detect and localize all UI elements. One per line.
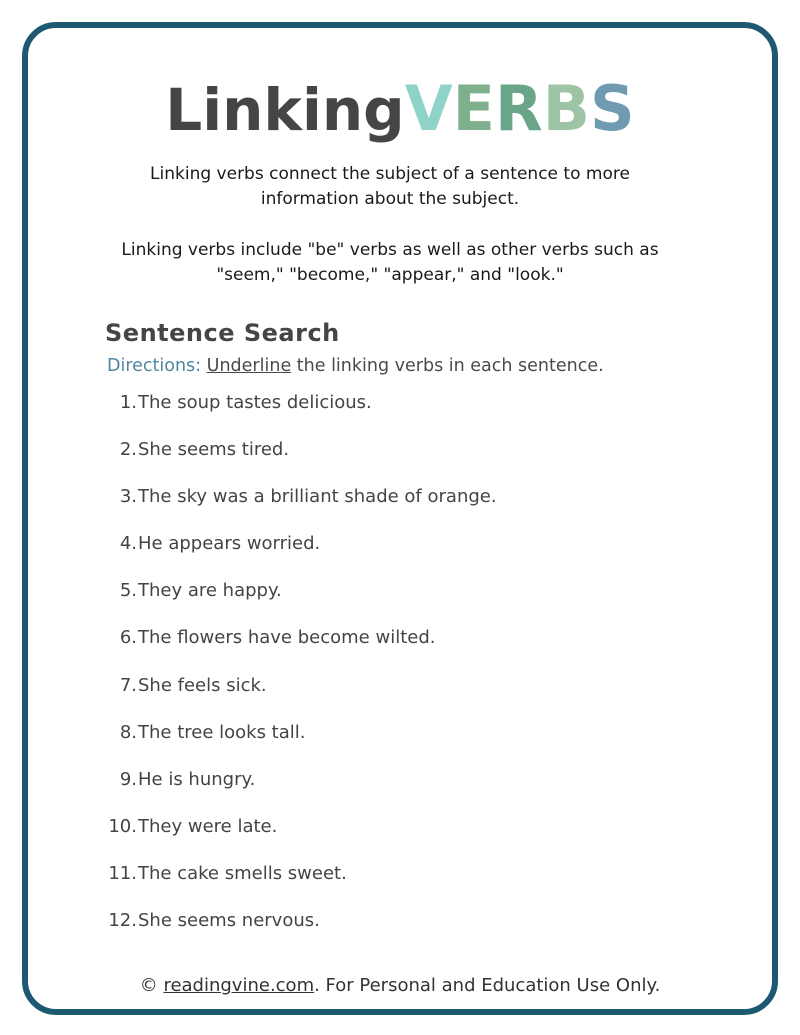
item-number: 5. xyxy=(119,580,137,602)
footer-text: . For Personal and Education Use Only. xyxy=(314,975,661,996)
list-item xyxy=(100,533,497,580)
sentence-text: The tree looks tall. xyxy=(138,721,306,743)
list-item xyxy=(100,486,497,533)
title-main-word: Linking xyxy=(165,76,405,144)
sentence-text: The sky was a brilliant shade of orange. xyxy=(138,486,497,508)
list-item xyxy=(100,816,497,863)
section-title: Sentence Search xyxy=(105,319,340,347)
item-number: 6. xyxy=(119,627,137,649)
item-number: 8. xyxy=(119,721,137,743)
title-accent-word xyxy=(405,72,635,145)
footer-site-link[interactable]: readingvine.com xyxy=(163,975,315,996)
list-item xyxy=(100,439,497,486)
title-accent-letter: B xyxy=(542,72,591,145)
page-title xyxy=(0,72,800,145)
item-number: 9. xyxy=(119,768,137,790)
directions xyxy=(107,356,604,376)
list-item xyxy=(100,722,497,769)
title-accent-letter: E xyxy=(452,72,496,145)
sentence-text: The soup tastes delicious. xyxy=(138,392,372,413)
item-number: 2. xyxy=(119,439,137,461)
sentence-list xyxy=(100,392,497,957)
intro-paragraph-2: Linking verbs include "be" verbs as well as other verbs such as "seem," "become," "appear," and "look." xyxy=(121,240,659,285)
sentence-text: The cake smells sweet. xyxy=(138,862,347,884)
item-number: 12. xyxy=(108,910,137,932)
list-item xyxy=(100,675,497,722)
list-item xyxy=(100,627,497,674)
sentence-text: She feels sick. xyxy=(138,674,267,696)
copyright-symbol: © xyxy=(139,975,164,996)
item-number: 10. xyxy=(108,815,137,837)
list-item xyxy=(100,392,497,439)
footer xyxy=(0,975,800,996)
directions-underline-word: Underline xyxy=(206,356,292,376)
sentence-text: She seems tired. xyxy=(138,439,290,461)
sentence-text: They are happy. xyxy=(138,580,282,602)
item-number: 1. xyxy=(119,392,137,413)
item-number: 4. xyxy=(119,533,137,555)
sentence-text: The flowers have become wilted. xyxy=(138,627,436,649)
directions-text: the linking verbs in each sentence. xyxy=(291,356,604,376)
item-number: 11. xyxy=(108,862,137,884)
list-item xyxy=(100,580,497,627)
item-number: 3. xyxy=(119,486,137,508)
directions-label: Directions: xyxy=(107,356,202,376)
title-accent-letter: R xyxy=(495,72,543,145)
list-item xyxy=(100,769,497,816)
sentence-text: They were late. xyxy=(138,815,278,837)
title-accent-letter: S xyxy=(590,72,635,145)
sentence-text: He appears worried. xyxy=(138,533,321,555)
list-item xyxy=(100,863,497,910)
sentence-text: She seems nervous. xyxy=(138,910,320,932)
sentence-text: He is hungry. xyxy=(138,768,256,790)
item-number: 7. xyxy=(119,674,137,696)
title-accent-letter: V xyxy=(404,72,453,145)
list-item xyxy=(100,910,497,957)
intro-paragraph-1: Linking verbs connect the subject of a sentence to more information about the subject. xyxy=(150,164,630,209)
